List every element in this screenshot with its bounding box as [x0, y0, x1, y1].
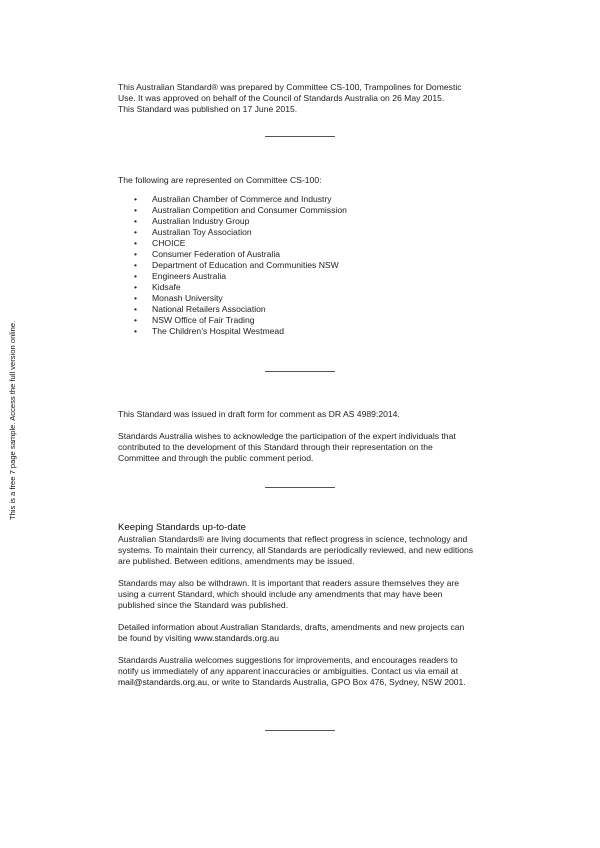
- paragraph-line: systems. To maintain their currency, all Standards are periodically reviewed, and new editions: [118, 545, 474, 555]
- paragraph-line: [118, 633, 488, 644]
- divider: [265, 730, 335, 731]
- paragraph-line: Standards may also be withdrawn. It is important that readers assure themselves they are: [118, 578, 460, 588]
- list-item: • Australian Toy Association: [118, 227, 488, 238]
- text-segment: be found by visiting: [118, 633, 194, 643]
- side-note: This is a free 7 page sample. Access the full version online.: [8, 320, 17, 520]
- ack-line: contributed to the development of this Standard through their representation on the: [118, 442, 433, 452]
- list-item: • The Children’s Hospital Westmead: [118, 326, 488, 337]
- paragraph-line: Australian Standards® are living documents that reflect progress in science, technology and: [118, 534, 468, 544]
- list-item: • Kidsafe: [118, 282, 488, 293]
- draft-issued: This Standard was issued in draft form for comment as DR AS 4989:2014.: [118, 409, 400, 419]
- list-item: • Australian Industry Group: [118, 216, 488, 227]
- paragraph-line: published since the Standard was published.: [118, 600, 289, 610]
- website-link[interactable]: www.standards.org.au: [193, 633, 279, 643]
- list-item: • Australian Chamber of Commerce and Industry: [118, 194, 488, 205]
- paragraph-line: [118, 677, 488, 688]
- keeping-standards-block: [118, 522, 488, 688]
- paragraph-line: Detailed information about Australian Standards, drafts, amendments and new projects can: [118, 622, 465, 632]
- committee-intro: The following are represented on Committee CS-100:: [118, 175, 322, 185]
- ack-line: Standards Australia wishes to acknowledge the participation of the expert individuals that: [118, 431, 456, 441]
- preparation-block: [118, 82, 488, 115]
- divider: [265, 487, 335, 488]
- list-item: • Australian Competition and Consumer Commission: [118, 205, 488, 216]
- paragraph-line: notify us immediately of any apparent inaccuracies or ambiguities. Contact us via email at: [118, 666, 459, 676]
- list-item: • Department of Education and Communities NSW: [118, 260, 488, 271]
- list-item: • NSW Office of Fair Trading: [118, 315, 488, 326]
- committee-block: [118, 175, 488, 337]
- section-heading: Keeping Standards up-to-date: [118, 522, 247, 533]
- list-item: • Engineers Australia: [118, 271, 488, 282]
- draft-block: [118, 409, 488, 464]
- paragraph-line: are published. Between editions, amendments may be issued.: [118, 556, 355, 566]
- list-item: • Monash University: [118, 293, 488, 304]
- list-item: • CHOICE: [118, 238, 488, 249]
- list-item: • National Retailers Association: [118, 304, 488, 315]
- list-item: • Consumer Federation of Australia: [118, 249, 488, 260]
- prep-line: Use. It was approved on behalf of the Council of Standards Australia on 26 May 2015.: [118, 93, 445, 103]
- committee-members-list: [118, 194, 488, 337]
- prep-line: This Standard was published on 17 June 2015.: [118, 104, 298, 114]
- email-link[interactable]: mail@standards.org.au: [118, 677, 207, 687]
- paragraph-line: Standards Australia welcomes suggestions for improvements, and encourages readers to: [118, 655, 458, 665]
- paragraph-line: using a current Standard, which should include any amendments that may have been: [118, 589, 443, 599]
- divider: [265, 371, 335, 372]
- text-segment: , or write to Standards Australia, GPO Box 476, Sydney, NSW 2001.: [206, 677, 466, 687]
- prep-line: This Australian Standard® was prepared by Committee CS-100, Trampolines for Domestic: [118, 82, 462, 92]
- ack-line: Committee and through the public comment period.: [118, 453, 314, 463]
- divider: [265, 136, 335, 137]
